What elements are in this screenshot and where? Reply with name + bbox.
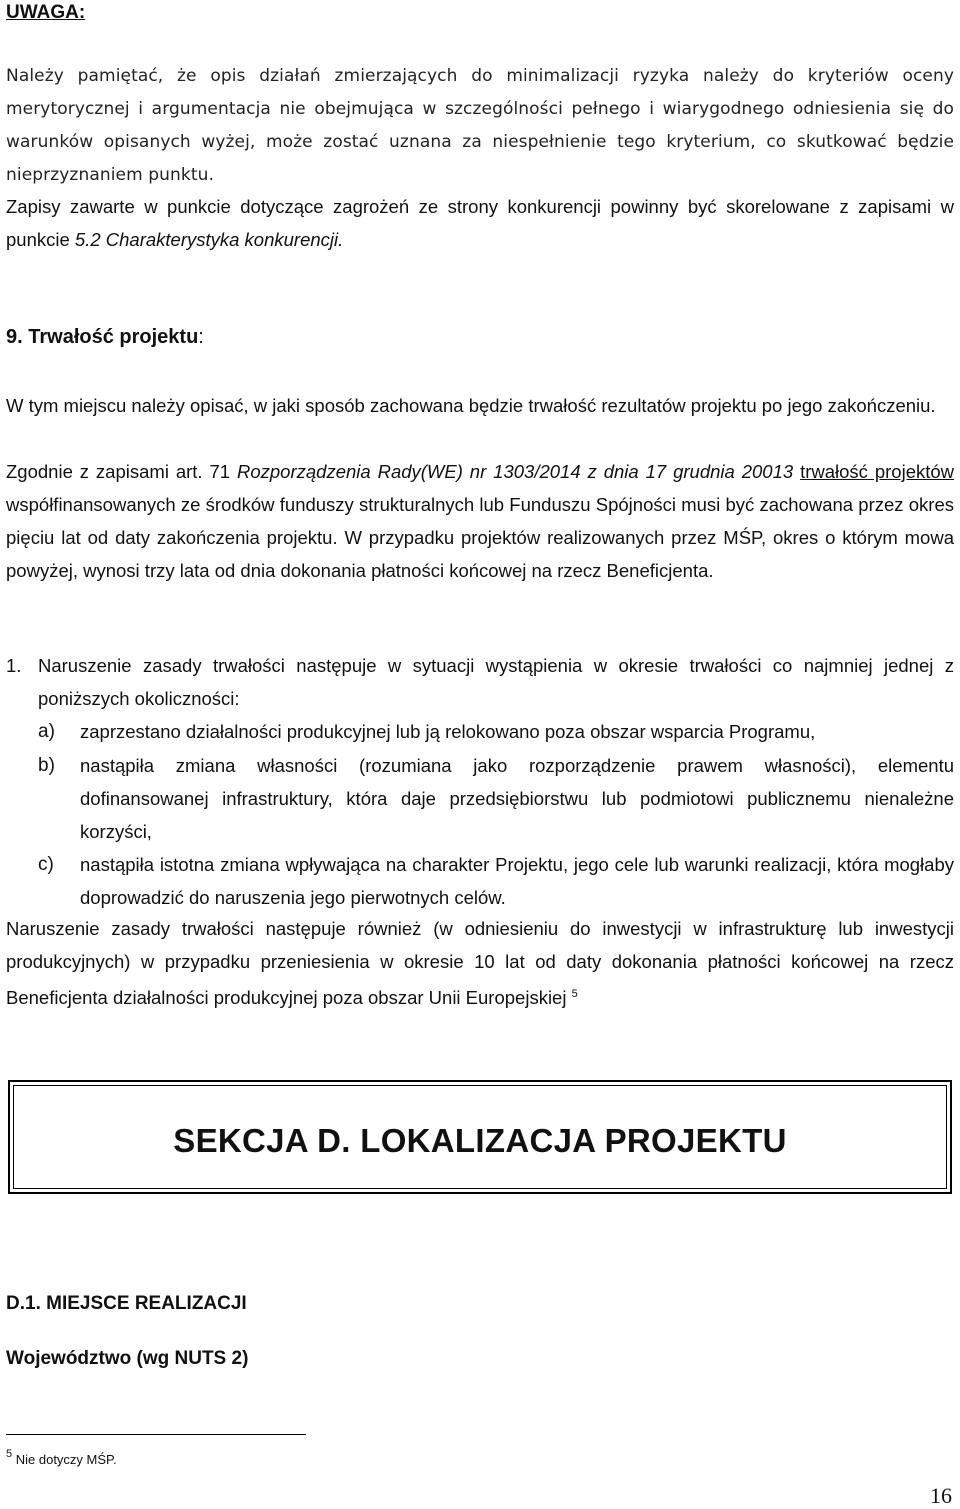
wojewodztwo-label: Województwo (wg NUTS 2) <box>6 1348 249 1369</box>
d1-heading: D.1. MIEJSCE REALIZACJI <box>6 1293 247 1314</box>
uwaga-paragraph-1 <box>6 60 954 192</box>
list-item-letter: a) <box>38 721 55 742</box>
violation-list-number: 1. <box>6 655 22 676</box>
uwaga-paragraph-1-text: Należy pamiętać, że opis działań zmierzających do minimalizacji ryzyka należy do kryteriów oceny merytorycznej i argumentacja nie obejmująca w szczególności pełnego i wiarygodnego odniesienia się do warunków opisanych wyżej, może zostać uznana za niespełnienie tego kryterium, co skutkować będzie nieprzyznaniem punktu. <box>6 66 954 185</box>
list-item-c <box>38 848 954 914</box>
footnote-separator <box>6 1434 306 1435</box>
section-9-paragraph-2 <box>6 455 954 587</box>
page-number: 16 <box>930 1483 952 1508</box>
footnote <box>6 1444 117 1470</box>
regulation-reference: Rozporządzenia Rady(WE) nr 1303/2014 z dnia 17 grudnia 20013 <box>236 461 794 482</box>
section-9-heading <box>6 322 204 352</box>
section-9-paragraph-1-text: W tym miejscu należy opisać, w jaki sposób zachowana będzie trwałość rezultatów projektu po jego zakończeniu. <box>6 395 936 416</box>
violation-list-intro <box>6 649 954 715</box>
section-d-title: SEKCJA D. LOKALIZACJA PROJEKTU <box>173 1122 787 1159</box>
uwaga-heading: UWAGA: <box>6 2 86 23</box>
section-9-paragraph-2-end: współfinansowanych ze środków funduszy strukturalnych lub Funduszu Spójności musi być zachowana przez okres pięciu lat od daty zakończenia projektu. W przypadku projektów realizowanych przez MŚP, okres o którym mowa powyżej, wynosi trzy lata od dnia dokonania płatności końcowej na rzecz Beneficjenta. <box>6 494 954 581</box>
section-9-paragraph-3 <box>6 912 954 1014</box>
list-item-a <box>38 715 954 748</box>
project-durability-term: trwałość projektów <box>800 461 955 482</box>
competition-reference: 5.2 Charakterystyka konkurencji. <box>74 229 344 250</box>
footnote-text: Nie dotyczy MŚP. <box>12 1452 117 1467</box>
footnote-reference[interactable]: 5 <box>571 988 578 1000</box>
list-item-text: nastąpiła zmiana własności (rozumiana jako rozporządzenie prawem własności), elementu dofinansowanej infrastruktury, która daje przedsiębiorstwu lub podmiotowi publicznemu nienależne korzyści, <box>80 755 954 842</box>
uwaga-paragraph-2 <box>6 190 954 256</box>
list-item-letter: b) <box>38 755 55 776</box>
section-d-title-box <box>8 1080 952 1194</box>
uwaga-paragraph-2-text: Zapisy zawarte w punkcie dotyczące zagrożeń ze strony konkurencji powinny być skorelowane z zapisami w punkcie <box>6 196 954 250</box>
section-9-paragraph-3-text: Naruszenie zasady trwałości następuje również (w odniesieniu do inwestycji w infrastrukturę lub inwestycji produkcyjnych) w przypadku przeniesienia w okresie 10 lat od daty dokonania płatności końcowej na rzecz Beneficjenta działalności produkcyjnej poza obszar Unii Europejskiej <box>6 918 954 1008</box>
list-item-text: nastąpiła istotna zmiana wpływająca na charakter Projektu, jego cele lub warunki realizacji, która mogłaby doprowadzić do naruszenia jego pierwotnych celów. <box>80 854 954 908</box>
list-item-text: zaprzestano działalności produkcyjnej lub ją relokowano poza obszar wsparcia Programu, <box>80 721 816 742</box>
violation-list-intro-text: Naruszenie zasady trwałości następuje w sytuacji wystąpienia w okresie trwałości co najmniej jednej z poniższych okoliczności: <box>38 655 954 709</box>
section-9-heading-colon: : <box>198 326 204 348</box>
list-item-b <box>38 749 954 848</box>
section-9-paragraph-1 <box>6 389 954 422</box>
section-9-heading-text: 9. Trwałość projektu <box>6 326 199 348</box>
footnote-number: 5 <box>6 1448 13 1460</box>
section-9-paragraph-2-start: Zgodnie z zapisami art. 71 <box>6 461 237 482</box>
list-item-letter: c) <box>38 854 54 875</box>
